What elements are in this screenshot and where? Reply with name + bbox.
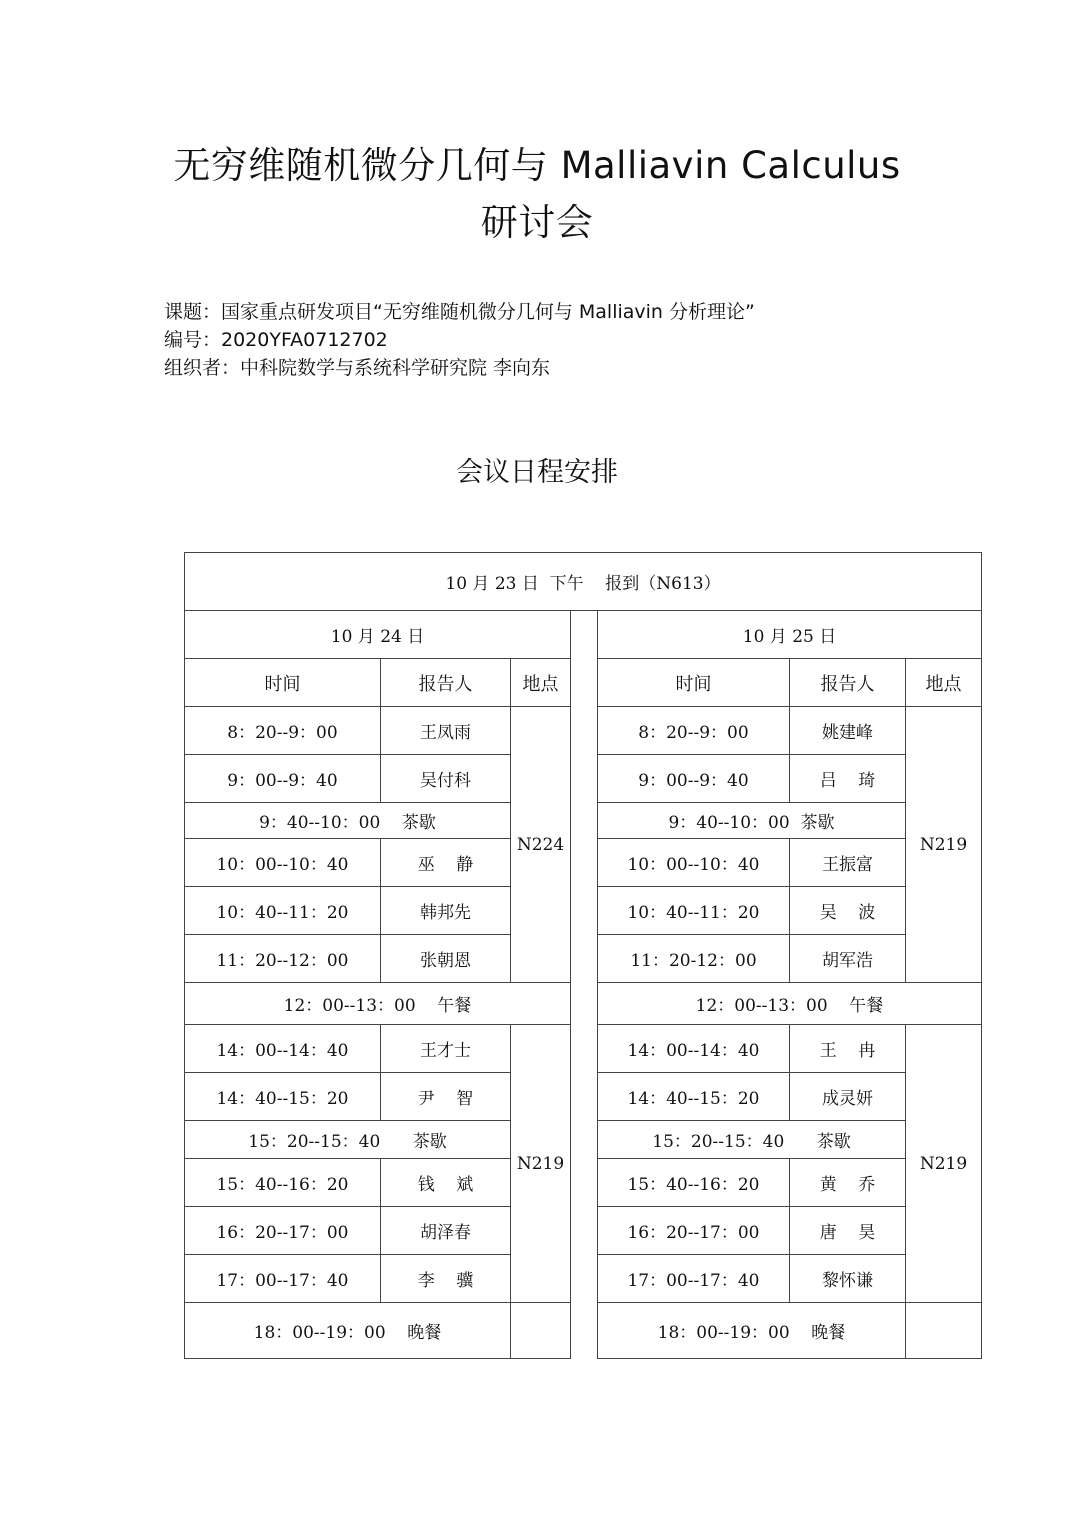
session-time: 9：00--9：40: [184, 754, 381, 803]
session-speaker: 巫 静: [380, 838, 511, 887]
project-line: 课题：国家重点研发项目“无穷维随机微分几何与 Malliavin 分析理论”: [164, 301, 755, 323]
session-speaker: 王凤雨: [380, 706, 511, 755]
column-header-time: 时间: [597, 658, 790, 707]
document-title-line1: 无穷维随机微分几何与 Malliavin Calculus: [173, 144, 901, 187]
session-speaker: 韩邦先: [380, 886, 511, 935]
session-speaker: 吴付科: [380, 754, 511, 803]
session-speaker: 李 骥: [380, 1254, 511, 1303]
tea-break-row: 15：20--15：40 茶歇: [184, 1120, 511, 1159]
schedule-title: 会议日程安排: [456, 457, 618, 488]
document-title-line2: 研讨会: [480, 201, 594, 244]
session-time: 11：20-12：00: [597, 934, 790, 983]
lunch-row: 12：00--13：00 午餐: [597, 982, 982, 1025]
afternoon-venue: N219: [510, 1024, 571, 1303]
dinner-row: 18：00--19：00 晚餐: [597, 1302, 906, 1359]
session-speaker: 黎怀谦: [789, 1254, 906, 1303]
session-speaker: 胡泽春: [380, 1206, 511, 1255]
session-time: 17：00--17：40: [597, 1254, 790, 1303]
number-line: 编号：2020YFA0712702: [164, 329, 388, 351]
day24-date-header: 10 月 24 日: [184, 610, 571, 659]
session-time: 14：40--15：20: [597, 1072, 790, 1121]
session-time: 10：00--10：40: [184, 838, 381, 887]
session-time: 8：20--9：00: [597, 706, 790, 755]
session-time: 11：20--12：00: [184, 934, 381, 983]
dinner-venue-empty: [905, 1302, 982, 1359]
registration-row: 10 月 23 日 下午 报到（N613）: [184, 552, 982, 611]
afternoon-venue: N219: [905, 1024, 982, 1303]
session-time: 10：00--10：40: [597, 838, 790, 887]
session-time: 14：40--15：20: [184, 1072, 381, 1121]
morning-venue: N219: [905, 706, 982, 983]
column-header-speaker: 报告人: [789, 658, 906, 707]
dinner-row: 18：00--19：00 晚餐: [184, 1302, 511, 1359]
day25-date-header: 10 月 25 日: [597, 610, 982, 659]
session-time: 16：20--17：00: [597, 1206, 790, 1255]
column-header-venue: 地点: [510, 658, 571, 707]
lunch-row: 12：00--13：00 午餐: [184, 982, 571, 1025]
dinner-venue-empty: [510, 1302, 571, 1359]
session-time: 16：20--17：00: [184, 1206, 381, 1255]
session-speaker: 吴 波: [789, 886, 906, 935]
session-speaker: 钱 斌: [380, 1158, 511, 1207]
session-speaker: 王 冉: [789, 1024, 906, 1073]
session-speaker: 王才士: [380, 1024, 511, 1073]
tea-break-row: 9：40--10：00 茶歇: [597, 802, 906, 839]
tea-break-row: 9：40--10：00 茶歇: [184, 802, 511, 839]
session-time: 15：40--16：20: [184, 1158, 381, 1207]
session-time: 17：00--17：40: [184, 1254, 381, 1303]
session-time: 14：00--14：40: [597, 1024, 790, 1073]
session-speaker: 唐 昊: [789, 1206, 906, 1255]
session-speaker: 尹 智: [380, 1072, 511, 1121]
session-speaker: 成灵妍: [789, 1072, 906, 1121]
session-time: 10：40--11：20: [184, 886, 381, 935]
tea-break-row: 15：20--15：40 茶歇: [597, 1120, 906, 1159]
column-header-venue: 地点: [905, 658, 982, 707]
session-speaker: 黄 乔: [789, 1158, 906, 1207]
session-time: 10：40--11：20: [597, 886, 790, 935]
session-time: 9：00--9：40: [597, 754, 790, 803]
morning-venue: N224: [510, 706, 571, 983]
session-speaker: 吕 琦: [789, 754, 906, 803]
column-header-speaker: 报告人: [380, 658, 511, 707]
column-header-time: 时间: [184, 658, 381, 707]
session-speaker: 王振富: [789, 838, 906, 887]
session-time: 14：00--14：40: [184, 1024, 381, 1073]
session-time: 15：40--16：20: [597, 1158, 790, 1207]
session-time: 8：20--9：00: [184, 706, 381, 755]
organizer-line: 组织者：中科院数学与系统科学研究院 李向东: [164, 357, 551, 379]
session-speaker: 姚建峰: [789, 706, 906, 755]
session-speaker: 胡军浩: [789, 934, 906, 983]
session-speaker: 张朝恩: [380, 934, 511, 983]
